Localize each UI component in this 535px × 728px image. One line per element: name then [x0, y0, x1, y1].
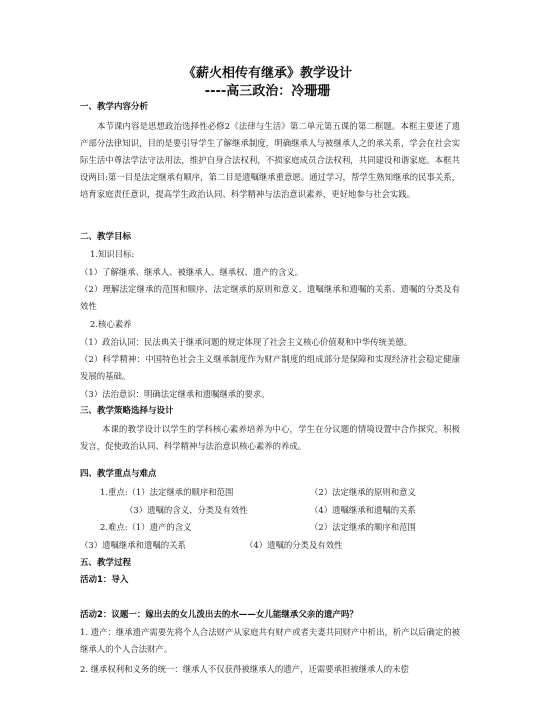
key-point-3: （3）遗嘱的含义、分类及有效性	[125, 505, 248, 515]
knowledge-goal-1: （1）了解继承、继承人、被继承人、继承权、遗产的含义。	[80, 267, 304, 277]
process-item-1: 1. 遗产：继承遗产需要先将个人合法财产从家庭共有财产或者夫妻共同财产中析出，析产以后确定的被继承人的个人合法财产。	[80, 627, 460, 654]
difficulty-2: （2）法定继承的顺序和范围	[310, 522, 416, 532]
document-subtitle: ----高三政治：冷珊珊	[204, 84, 331, 99]
activity-2-heading: 活动2：议题一：嫁出去的女儿泼出去的水——女儿能继承父亲的遗产吗？	[80, 610, 358, 620]
key-point-2: （2）法定继承的原则和意义	[310, 487, 416, 497]
core-literacy-1: （1）政治认同：民法典关于继承问题的规定体现了社会主义核心价值观和中华传统美德。	[80, 337, 412, 347]
key-point-1: 1.重点:（1）法定继承的顺序和范围	[100, 487, 234, 497]
section-heading-strategy: 三、教学策略选择与设计	[80, 406, 174, 416]
activity-1-heading: 活动1：导入	[80, 575, 129, 585]
difficulty-3: （3）遗嘱继承和遗嘱的关系	[80, 540, 186, 550]
difficulty-4: （4）遗嘱的分类及有效性	[245, 540, 343, 550]
section-heading-objectives: 二、教学目标	[80, 232, 132, 242]
section-heading-key-points: 四、教学重点与难点	[80, 469, 157, 479]
core-literacy-2: （2）科学精神：中国特色社会主义继承制度作为财产制度的组成部分是保障和实现经济社会稳定健康发展的基础。	[80, 354, 460, 381]
knowledge-goal-2: （2）理解法定继承的范围和顺序、法定继承的原则和意义、遗嘱继承和遗嘱的关系、遗嘱的分类及有效性	[80, 284, 460, 311]
section-heading-process: 五、教学过程	[80, 558, 132, 568]
core-literacy-label: 2.核心素养	[90, 319, 132, 329]
key-point-4: （4）遗嘱继承和遗嘱的关系	[310, 505, 416, 515]
section-heading-content-analysis: 一、教学内容分析	[80, 102, 149, 112]
strategy-paragraph: 本课的教学设计以学生的学科核心素养培养为中心，学生在分议题的情境设置中合作探究，积极发言，促使政治认同、科学精神与法治意识核心素养的养成。	[80, 424, 460, 451]
document-title: 《薪火相传有继承》教学设计	[182, 66, 352, 81]
content-analysis-paragraph: 本节课内容是思想政治选择性必修2《法律与生活》第二单元第五课的第二框题。本框主要述了遗产部分法律知识，目的是要引导学生了解继承制度，明确继承人与被继承人之的承关系，学会在社会实际生活中尊法学法守法用法，维护自身合法权利，不损家庭成员合法权利，共同建设和谐家庭。本框共设两目:第一目是法定继承有顺序，第二目是遗嘱继承重意愿。通过学习，帮学生熟知继承的民事关系，培育家庭责任意识，提高学生政治认同、科学精神与法治意识素养，更好地参与社会实践。	[80, 121, 460, 199]
process-item-2: 2. 继承权利和义务的统一：继承人不仅获得被继承人的遗产，还需要承担被继承人的未偿	[80, 664, 409, 674]
core-literacy-3: （3）法治意识：明确法定继承和遗嘱继承的要求。	[80, 389, 270, 399]
difficulty-1: 2.难点:（1）遗产的含义	[100, 522, 192, 532]
knowledge-goal-label: 1.知识目标:	[90, 249, 135, 259]
